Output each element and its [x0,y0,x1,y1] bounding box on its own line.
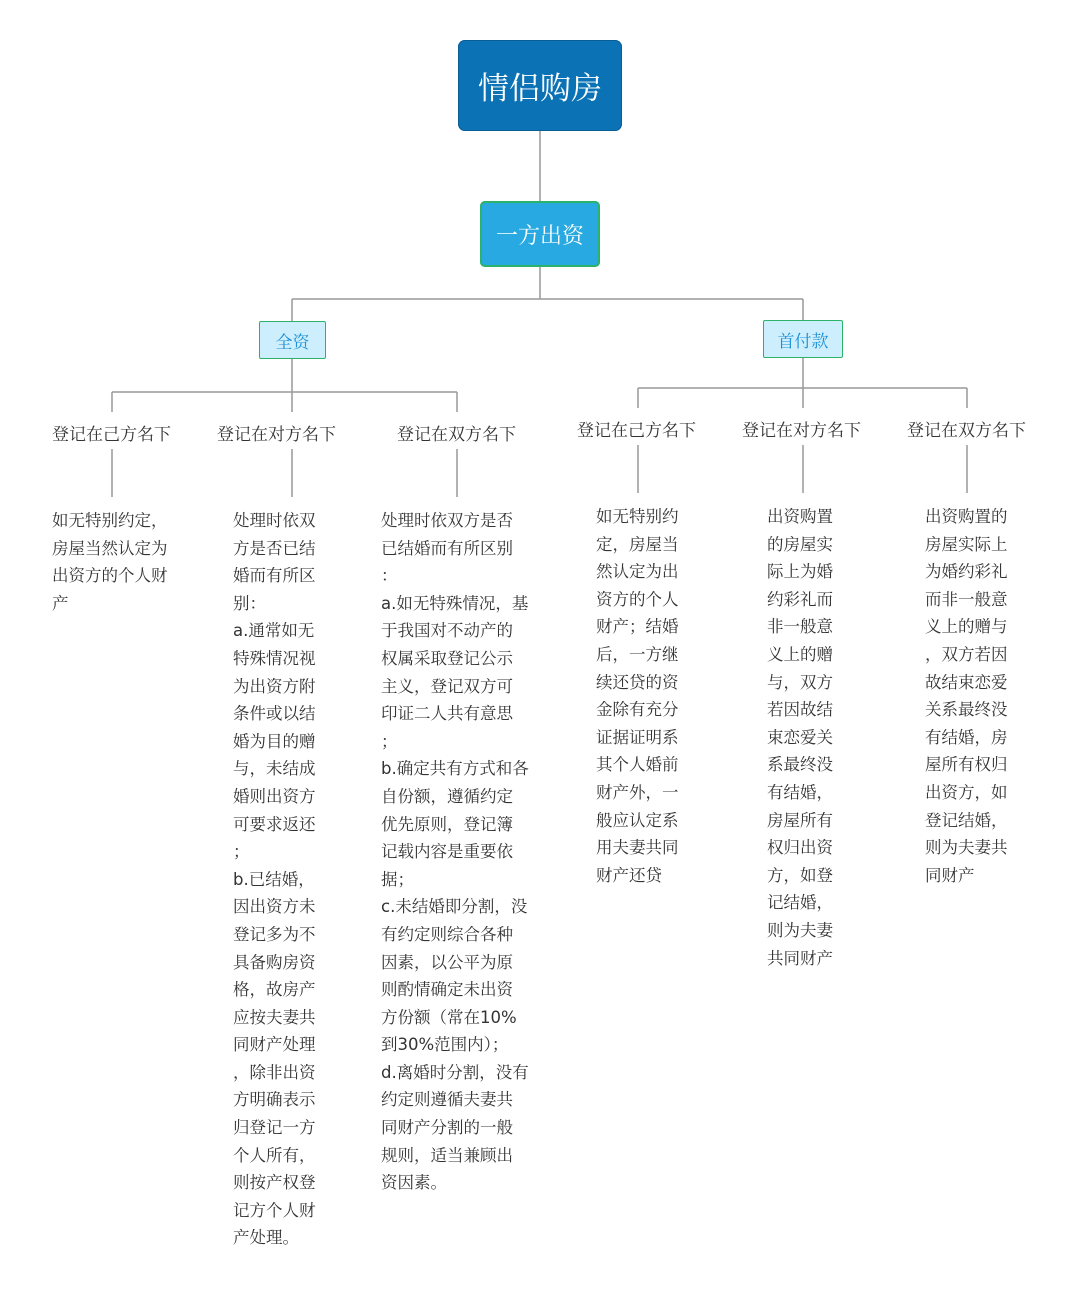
leaf-description: 如无特别约 定，房屋当 然认定为出 资方的个人 财产；结婚 后，一方继 续还贷的资 金除有充分 证据证明系 其个人婚前 财产外，一 般应认定系 用夫妻共同 财产还贷 [596,507,679,885]
root-title: 情侣购房 [478,71,602,107]
leaf-description: 处理时依双 方是否已结 婚而有所区 别： a.通常如无 特殊情况视 为出资方附 条件或以结 婚为目的赠 与，未结成 婚则出资方 可要求返还 ； b.已结婚， 因出资方未 登记多为不 具备购房资 格，故房产 应按夫妻共 同财产处理 ，除非出资 方明确表示 归登记一方 个人所有， 则按产权登 记方个人财 产处理。 [233,511,316,1248]
leaf-description: 出资购置的 房屋实际上 为婚约彩礼 而非一般意 义上的赠与 ，双方若因 故结束恋爱 关系最终没 有结婚，房 屋所有权归 出资方，如 登记结婚， 则为夫妻共 同财产 [925,507,1008,885]
branch-label: 全资 [275,332,310,353]
leaf-label-own-name: 登记在己方名下 [577,421,696,441]
root-node [458,40,622,131]
level1-node [480,201,600,267]
leaf-label-own-name: 登记在己方名下 [52,425,171,445]
level1-title: 一方出资 [495,223,584,249]
branch-node-full-payment [259,321,326,359]
leaf-label-joint-name: 登记在双方名下 [907,421,1026,441]
leaf-label-joint-name: 登记在双方名下 [397,425,516,445]
leaf-description: 出资购置 的房屋实 际上为婚 约彩礼而 非一般意 义上的赠 与，双方 若因故结 束恋爱关 系最终没 有结婚， 房屋所有 权归出资 方，如登 记结婚， 则为夫妻 共同财产 [767,507,833,968]
leaf-description: 处理时依双方是否 已结婚而有所区别 ： a.如无特殊情况，基 于我国对不动产的 权属采取登记公示 主义，登记双方可 印证二人共有意思 ； b.确定共有方式和各 自份额，遵循约定 优先原则，登记簿 记载内容是重要依 据； c.未结婚即分割，没 有约定则综合各种 因素，以公平为原 则酌情确定未出资 方份额（常在10% 到30%范围内）； d.离婚时分割，没有 约定则遵循夫妻共 同财产分割的一般 规则，适当兼顾出 资因素。 [381,511,529,1193]
branch-node-down-payment [763,320,843,358]
branch-label: 首付款 [777,331,829,352]
leaf-label-partner-name: 登记在对方名下 [217,425,336,445]
leaf-label-partner-name: 登记在对方名下 [742,421,861,441]
leaf-description: 如无特别约定， 房屋当然认定为 出资方的个人财 产 [52,511,168,613]
